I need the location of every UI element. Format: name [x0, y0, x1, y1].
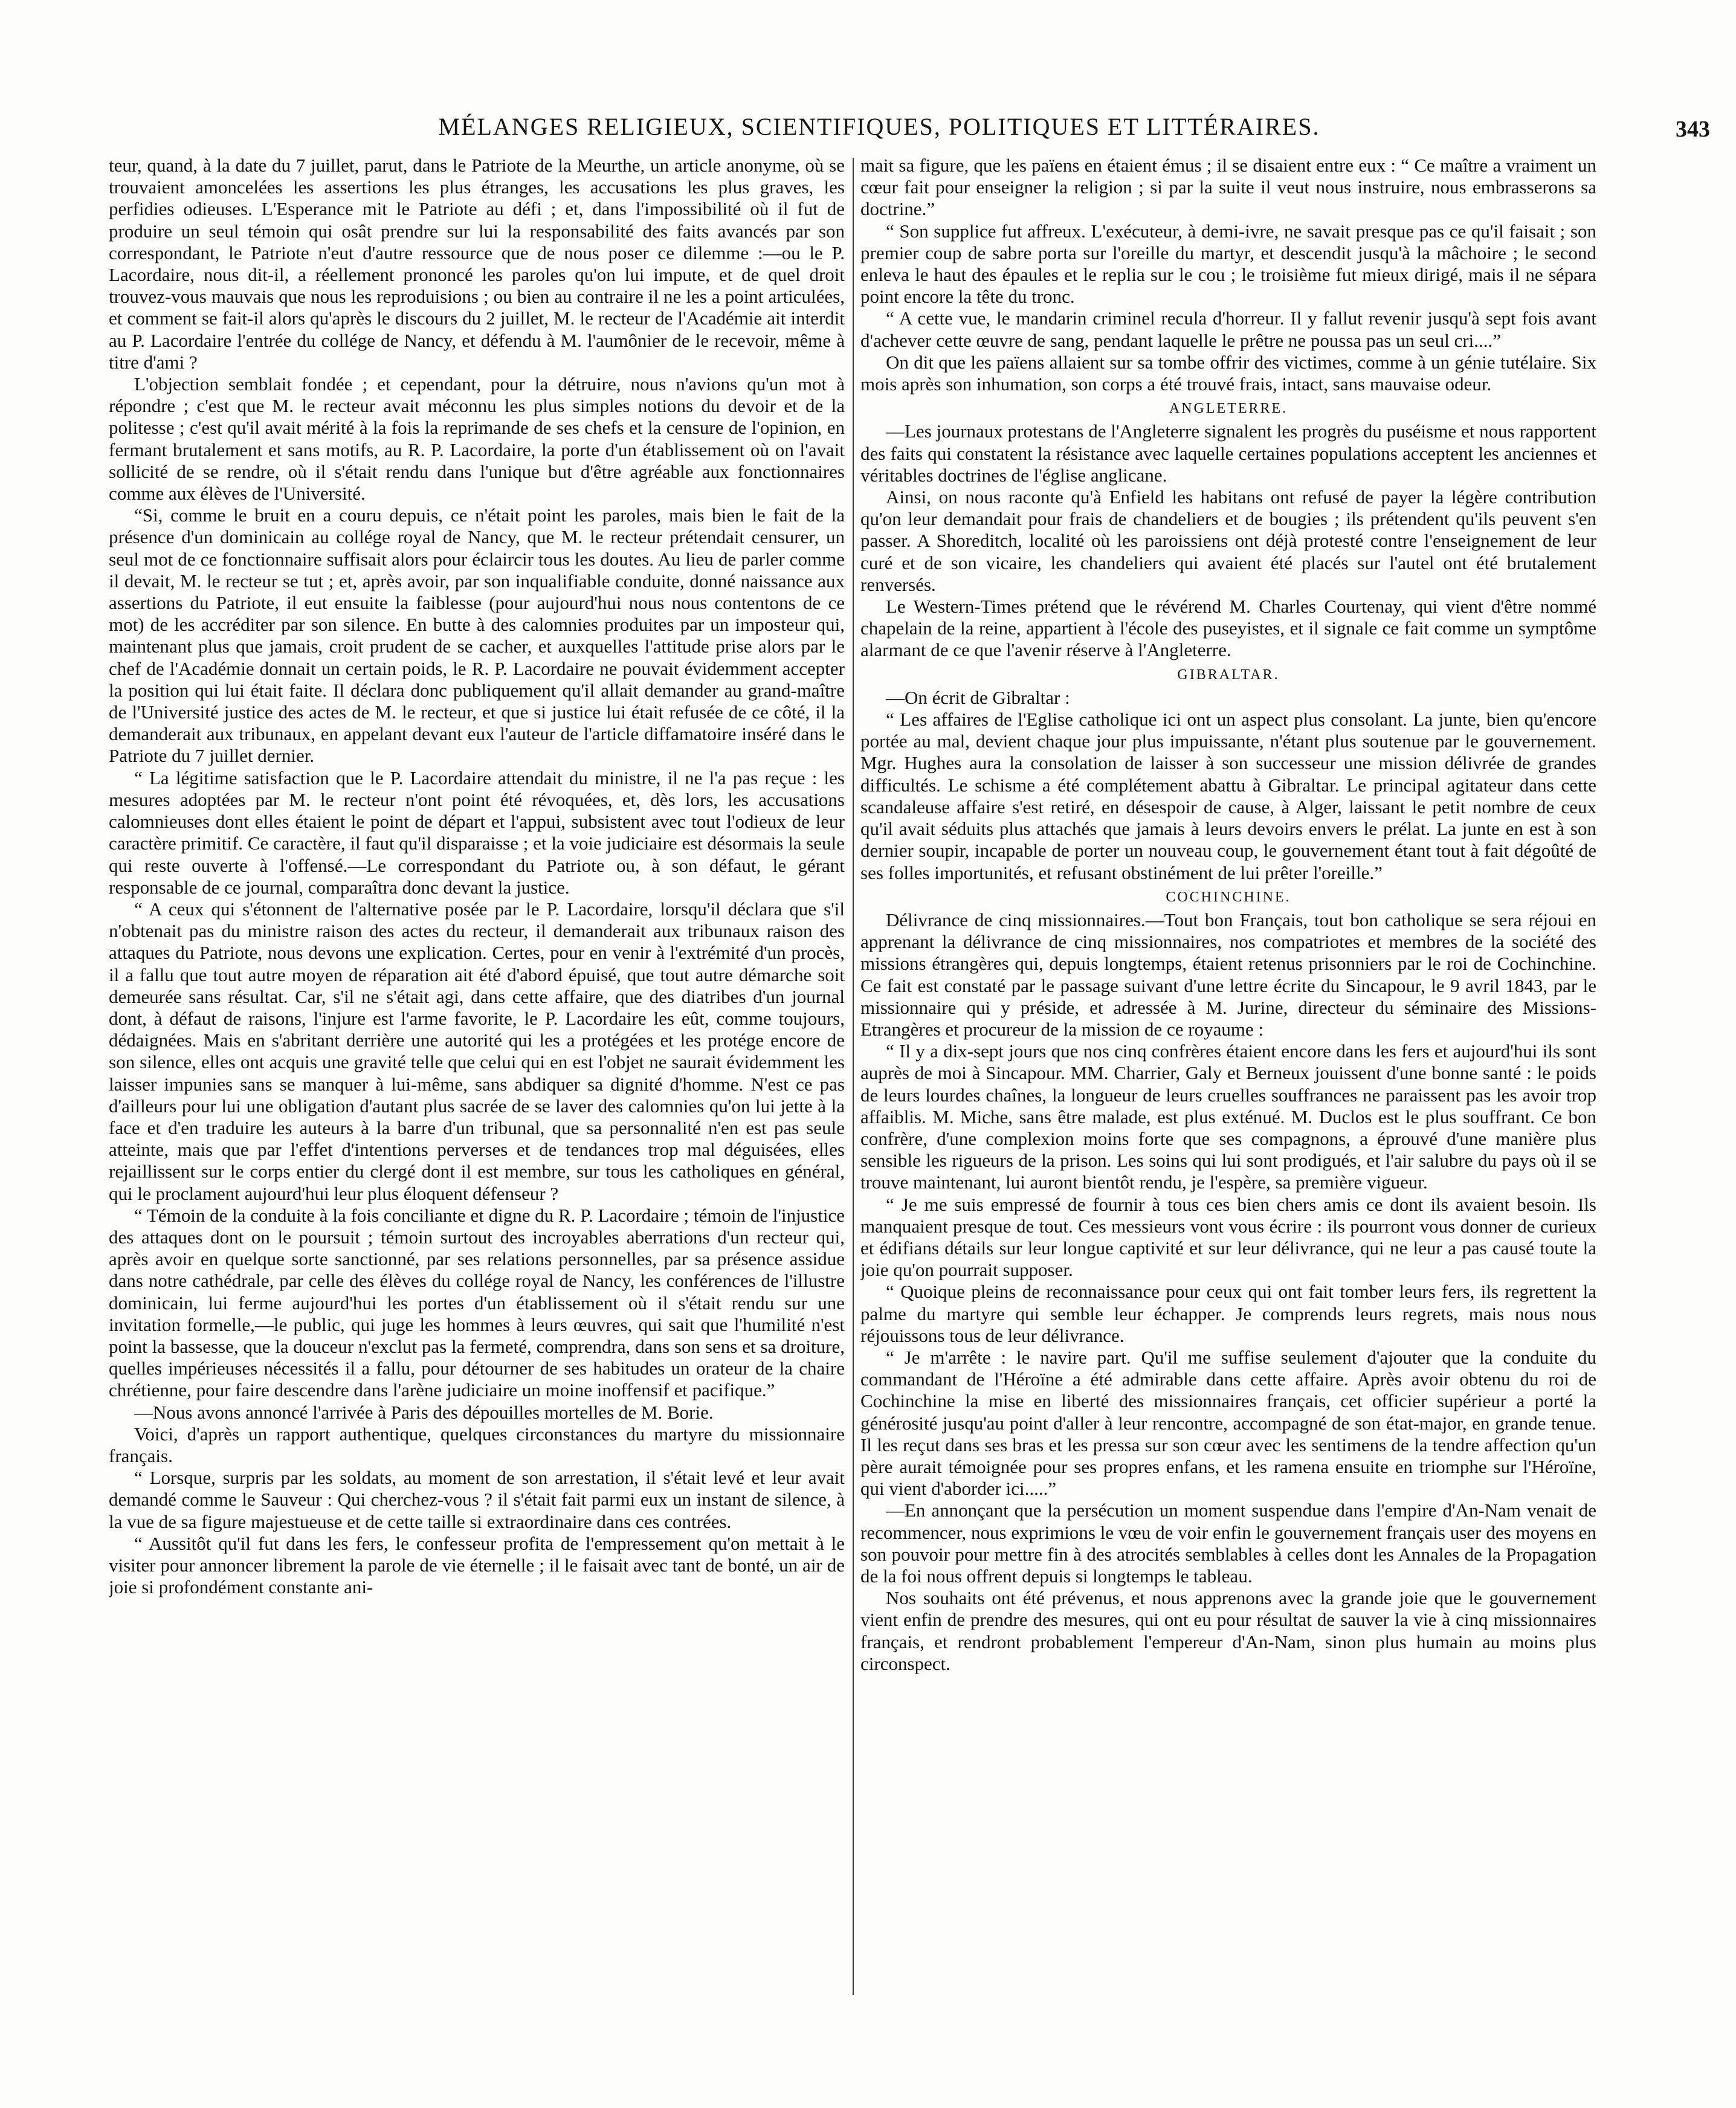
paragraph: teur, quand, à la date du 7 juillet, parut, dans le Patriote de la Meurthe, un article anonyme, où se trouvaient amoncelées les assertions les plus étranges, les accusations les plus graves, les perfidies odieuses. L'Esperance mit le Patriote au défi ; et, dans l'impossibilité où il fut de produire un seul témoin qui osât prendre sur lui la responsabilité des faits avancés par son correspondant, le Patriote n'eut d'autre ressource que de nous poser ce dilemme :—ou le P. Lacordaire, nous dit-il, a réellement prononcé les paroles qu'on lui impute, et de quel droit trouvez-vous mauvais que nous les reproduisions ; ou bien au contraire il ne les a point articulées, et comment se fait-il alors qu'après le discours du 2 juillet, M. le recteur de l'Académie ait interdit au P. Lacordaire l'entrée du collége de Nancy, et défendu à M. l'aumônier de le recevoir, même à titre d'ami ? — [109, 155, 845, 373]
paragraph: “Si, comme le bruit en a couru depuis, ce n'était point les paroles, mais bien le fait de la présence d'un dominicain au collége royal de Nancy, que M. le recteur prétendait censurer, un seul mot de ce fonctionnaire suffisait alors pour éclaircir tous les doutes. Au lieu de parler comme il devait, M. le recteur se tut ; et, après avoir, par son inqualifiable conduite, donné naissance aux assertions du Patriote, il eut ensuite la faiblesse (pour aujourd'hui nous nous contentons de ce mot) de les accréditer par son silence. En butte à des calomnies produites par un imposteur qui, maintenant plus que jamais, croit prudent de se cacher, et auxquelles l'attitude prise alors par le chef de l'Académie donnait un certain poids, le R. P. Lacordaire ne pouvait évidemment accepter la position qui lui était faite. Il déclara donc publiquement qu'il allait demander au grand-maître de l'Université justice des actes de M. le recteur, et que si justice lui était refusée de ce côté, il la demanderait aux tribunaux, en appelant devant eux l'auteur de l'article diffamatoire inséré dans le Patriote du 7 juillet dernier. — [109, 504, 845, 767]
paragraph: Le Western-Times prétend que le révérend M. Charles Courtenay, qui vient d'être nommé chapelain de la reine, appartient à l'école des puseyistes, et il signale ce fait comme un symptôme alarmant de ce que l'avenir réserve à l'Angleterre. — [860, 596, 1596, 661]
paragraph: “ A ceux qui s'étonnent de l'alternative posée par le P. Lacordaire, lorsqu'il déclara que s'il n'obtenait pas du ministre raison des actes du recteur, il demanderait aux tribunaux raison des attaques du Patriote, nous devons une explication. Certes, pour en venir à l'extrémité d'un procès, il a fallu que tout autre moyen de réparation ait été d'abord épuisé, que tout autre démarche soit demeurée sans résultat. Car, s'il ne s'était agi, dans cette affaire, que des diatribes d'un journal dont, à défaut de raisons, l'injure est l'arme favorite, le P. Lacordaire les eût, comme toujours, dédaignées. Mais en s'abritant derrière une autorité qui les a protégées et les protége encore de son silence, elles ont acquis une gravité telle que celui qui en est l'objet ne saurait évidemment les laisser impunies sans se manquer à lui-même, sans abdiquer sa dignité d'homme. N'est ce pas d'ailleurs pour lui une obligation d'autant plus sacrée de se laver des calomnies qu'on lui jette à la face et d'en traduire les auteurs à la barre d'un tribunal, que sa personnalité n'en est pas seule atteinte, mais que par l'effet d'intentions perverses et de tendances trop mal déguisées, elles rejaillissent sur le corps entier du clergé dont il est membre, sur tous les catholiques en général, qui le proclament aujourd'hui leur plus éloquent défenseur ? — [109, 898, 845, 1204]
left-column — [109, 155, 845, 1997]
paragraph: “ Son supplice fut affreux. L'exécuteur, à demi-ivre, ne savait presque pas ce qu'il faisait ; son premier coup de sabre porta sur l'oreille du martyr, et descendit jusqu'à la mâchoire ; le second enleva le haut des épaules et le replia sur le cou ; le troisième fut mieux dirigé, mais il ne sépara point encore la tête du tronc. — [860, 220, 1596, 308]
paragraph: “ La légitime satisfaction que le P. Lacordaire attendait du ministre, il ne l'a pas reçue : les mesures adoptées par M. le recteur n'ont point été révoquées, et, dès lors, les accusations calomnieuses dont elles étaient le point de départ et l'appui, subsistent avec tout l'odieux de leur caractère primitif. Ce caractère, il faut qu'il disparaisse ; et la voie judiciaire est désormais la seule qui reste ouverte à l'offensé.—Le correspondant du Patriote ou, à son défaut, le gérant responsable de ce journal, comparaîtra donc devant la justice. — [109, 767, 845, 898]
running-title: MÉLANGES RELIGIEUX, SCIENTIFIQUES, POLITIQUES ET LITTÉRAIRES. — [438, 113, 1320, 140]
paragraph: mait sa figure, que les païens en étaient émus ; il se disaient entre eux : “ Ce maître a vraiment un cœur fait pour enseigner la religion ; si par la suite il veut nous instruire, nous embrasserons sa doctrine.” — [860, 155, 1596, 220]
right-column — [860, 155, 1596, 1997]
paragraph: “ A cette vue, le mandarin criminel recula d'horreur. Il y fallut revenir jusqu'à sept fois avant d'achever cette œuvre de sang, pendant laquelle le prêtre ne poussa pas un seul cri....” — [860, 308, 1596, 351]
paragraph: “ Je me suis empressé de fournir à tous ces bien chers amis ce dont ils avaient besoin. Ils manquaient presque de tout. Ces messieurs vont vous écrire : ils pourront vous donner de curieux et édifians détails sur leur longue captivité et sur leur délivrance, qui ne leur a pas causé toute la joie qu'on pourrait supposer. — [860, 1193, 1596, 1281]
section-heading-gibraltar: GIBRALTAR. — [1177, 666, 1280, 683]
paragraph: —En annonçant que la persécution un moment suspendue dans l'empire d'An-Nam venait de recommencer, nous exprimions le vœu de voir enfin le gouvernement français user des moyens en son pouvoir pour mettre fin à des atrocités semblables à celles dont les Annales de la Propagation de la foi nous offrent depuis si longtemps le tableau. — [860, 1500, 1596, 1587]
paragraph: Voici, d'après un rapport authentique, quelques circonstances du martyre du missionnaire français. — [109, 1423, 845, 1466]
column-rule — [853, 158, 854, 1995]
section-heading-cochinchine: COCHINCHINE. — [1166, 889, 1291, 905]
paragraph: Ainsi, on nous raconte qu'à Enfield les habitans ont refusé de payer la légère contribution qu'on leur demandait pour frais de chandeliers et de bougies ; ils prétendent qu'ils peuvent s'en passer. A Shoreditch, localité où les paroissiens ont déjà protesté contre l'enseignement de leur curé et de son vicaire, les chandeliers qui avaient été placés sur l'autel ont été brutalement renversés. — [860, 486, 1596, 595]
paragraph: —Nous avons annoncé l'arrivée à Paris des dépouilles mortelles de M. Borie. — [134, 1401, 714, 1423]
paragraph: On dit que les païens allaient sur sa tombe offrir des victimes, comme à un génie tutélaire. Six mois après son inhumation, son corps a été trouvé frais, intact, sans mauvaise odeur. — [860, 351, 1596, 395]
paragraph: —On écrit de Gibraltar : — [886, 686, 1070, 708]
paragraph: Délivrance de cinq missionnaires.—Tout bon Français, tout bon catholique se sera réjoui en apprenant la délivrance de cinq missionnaires, nos compatriotes et membres de la société des missions étrangères qui, depuis longtemps, étaient retenus prisonniers par le roi de Cochinchine. Ce fait est constaté par le passage suivant d'une lettre écrite du Sincapour, le 9 avril 1843, par le missionnaire qui y préside, et adressée à M. Jurine, directeur du séminaire des Missions-Etrangères et procureur de la mission de ce royaume : — [860, 909, 1596, 1040]
paragraph: “ Témoin de la conduite à la fois conciliante et digne du R. P. Lacordaire ; témoin de l'injustice des attaques dont on le poursuit ; témoin surtout des incroyables aberrations d'un recteur qui, après avoir en quelque sorte sanctionné, par ses relations personnelles, par sa présence assidue dans notre cathédrale, par celle des élèves du collége royal de Nancy, les conférences de l'illustre dominicain, lui ferme aujourd'hui les portes d'un établissement où il s'était rendu sur une invitation formelle,—le public, qui juge les hommes à leurs œuvres, qui sait que l'humilité n'est point la bassesse, que la douceur n'exclut pas la fermeté, comprendra, dans son sens et sa droiture, quelles impérieuses nécessités il a fallu, pour détourner de ses habitudes un orateur de la chaire chrétienne, pour faire descendre dans l'arène judiciaire un moine inoffensif et pacifique.” — [109, 1204, 845, 1401]
paragraph: Nos souhaits ont été prévenus, et nous apprenons avec la grande joie que le gouvernement vient enfin de prendre des mesures, qui ont eu pour résultat de sauver la vie à cinq missionnaires français, et rendront probablement l'empereur d'An-Nam, sinon plus humain au moins plus circonspect. — [860, 1587, 1596, 1674]
section-heading-angleterre: ANGLETERRE. — [1169, 401, 1288, 417]
paragraph: “ Il y a dix-sept jours que nos cinq confrères étaient encore dans les fers et aujourd'hui ils sont auprès de moi à Sincapour. MM. Charrier, Galy et Berneux jouissent d'une bonne santé : le poids de leurs lourdes chaînes, la longueur de leurs cruelles souffrances ne paraissent pas les avoir trop affaiblis. M. Miche, sans être malade, est plus exténué. M. Duclos est le plus souffrant. Ce bon confrère, d'une complexion moins forte que ses compagnons, a éprouvé d'une manière plus sensible les rigueurs de la prison. Les soins qui lui sont prodigués, et l'air salubre du pays où il se trouve maintenant, lui auront bientôt rendu, je l'espère, sa première vigueur. — [860, 1040, 1596, 1193]
paragraph: “ Je m'arrête : le navire part. Qu'il me suffise seulement d'ajouter que la conduite du commandant de l'Héroïne a été admirable dans cette affaire. Après avoir obtenu du roi de Cochinchine la mise en liberté des missionnaires français, cet officier supérieur a porté la générosité jusqu'au point d'aller à leur rencontre, accompagné de son état-major, en grande tenue. Il les reçut dans ses bras et les pressa sur son cœur avec les sentimens de la tendre affection qu'un père aurait témoignée pour ses propres enfans, et les ramena ensuite en triomphe sur l'Héroïne, qui vient d'aborder ici.....” — [860, 1346, 1596, 1500]
paragraph: “ Quoique pleins de reconnaissance pour ceux qui ont fait tomber leurs fers, ils regrettent la palme du martyre qui semble leur échapper. Je comprends leurs regrets, mais nous nous réjouissons tous de leur délivrance. — [860, 1281, 1596, 1346]
page-number: 343 — [1676, 117, 1710, 142]
paragraph: “ Lorsque, surpris par les soldats, au moment de son arrestation, il s'était levé et leur avait demandé comme le Sauveur : Qui cherchez-vous ? il s'était fait parmi eux un instant de silence, à la vue de sa figure majestueuse et de cette taille si extraordinaire dans ces contrées. — [109, 1467, 845, 1532]
paragraph: L'objection semblait fondée ; et cependant, pour la détruire, nous n'avions qu'un mot à répondre ; c'est que M. le recteur avait méconnu les plus simples notions du devoir et de la politesse ; c'est qu'il avait mérité à la fois la reprimande de ses chefs et la censure de l'opinion, en fermant brutalement et sans motifs, au R. P. Lacordaire, la porte d'un établissement où on l'avait sollicité de se rendre, où il s'était rendu dans l'unique but d'être agréable aux fonctionnaires comme aux élèves de l'Université. — [109, 373, 845, 504]
paragraph: —Les journaux protestans de l'Angleterre signalent les progrès du puséisme et nous rapportent des faits qui constatent la résistance avec laquelle certaines populations acceptent les anciennes et véritables doctrines de l'église anglicane. — [860, 421, 1596, 486]
paragraph: “ Aussitôt qu'il fut dans les fers, le confesseur profita de l'empressement qu'on mettait à le visiter pour annoncer librement la parole de vie éternelle ; il le faisait avec tant de bonté, un air de joie si profondément constante ani- — [109, 1532, 845, 1598]
paragraph: “ Les affaires de l'Eglise catholique ici ont un aspect plus consolant. La junte, bien qu'encore portée au mal, devient chaque jour plus impuissante, n'étant plus soutenue par le gouvernement. Mgr. Hughes aura la consolation de laisser à son successeur une mission délivrée de grandes difficultés. Le schisme a été complétement abattu à Gibraltar. Le principal agitateur dans cette scandaleuse affaire s'est retiré, en désespoir de cause, à Alger, laissant le petit nombre de ceux qu'il avait séduits plus attachés que jamais à leurs devoirs envers le prélat. La junte en est à son dernier soupir, incapable de porter un nouveau coup, le gouvernement étant tout à fait dégoûté de ses folles importunités, et refusant obstinément de lui prêter l'oreille.” — [860, 709, 1596, 883]
